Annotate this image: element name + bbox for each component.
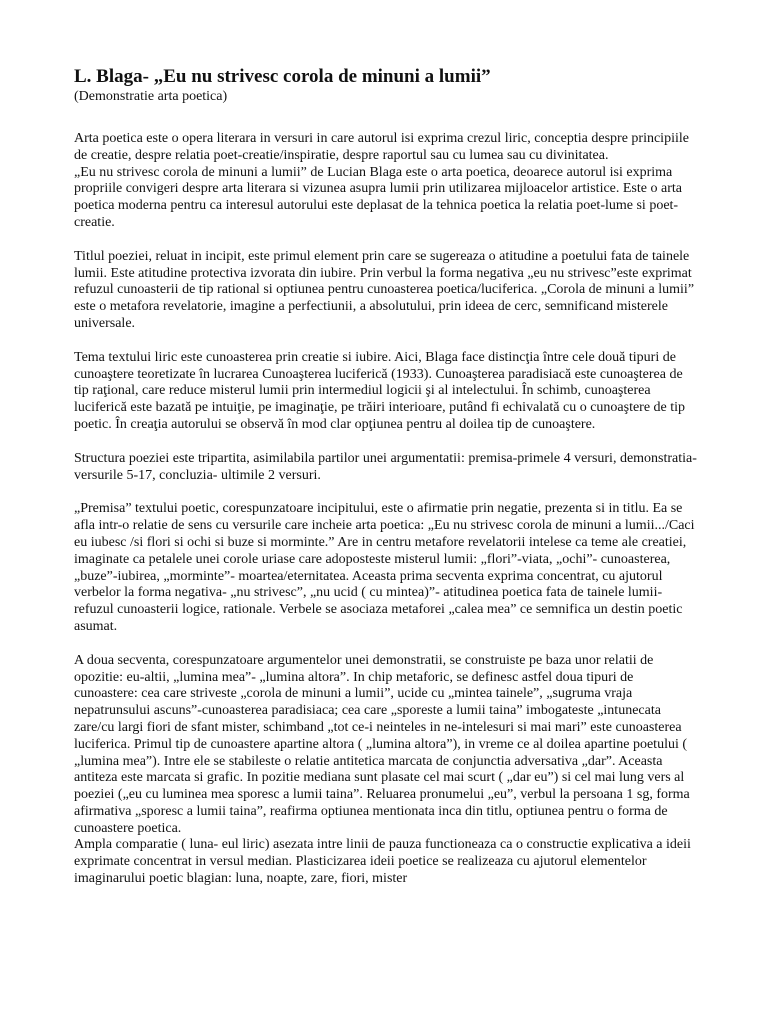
paragraph-definition: Arta poetica este o opera literara in versuri in care autorul isi exprima crezul liric, conceptia despre principiile de creatie, despre relatia poet-creatie/inspiratie, despre raportul sau cu lumea sau cu divinitatea. [74, 131, 689, 163]
paragraph-title-analysis: Titlul poeziei, reluat in incipit, este primul element prin care se sugereaza o atitudine a poetului fata de tainele lumii. Este atitudine protectiva izvorata din iubire. Prin verbul la forma negativa „eu nu strivesc”este exprimat refuzul cunoasterii de tip rational si optiunea pentru cunoasterea poetica/luciferica. „Corola de minuni a lumii” este o metafora revelatorie, imagine a perfectiunii, a absolutului, prin ideea de cerc, semnificand misterele universale. [74, 248, 695, 331]
document-subtitle: (Demonstratie arta poetica) [74, 89, 228, 104]
paragraph-theme: Tema textului liric este cunoasterea prin creatie si iubire. Aici, Blaga face distincţia între cele două tipuri de cunoaştere teoretizate în lucrarea Cunoaşterea luciferică (1933). Cunoaşterea paradisiacă este cunoaşterea de tip raţional, care reduce misterul lumii prin intermediul logicii şi al intelectului. În schimb, cunoaşterea luciferică este bazată pe intuiţie, pe imaginaţie, pe trăiri interioare, putând fi echivalată cu o cunoaştere de tip poetic. În creaţia autorului se observă în mod clar opţiunea pentru al doilea tip de cunoaştere. [74, 349, 686, 432]
paragraph-comparison: Ampla comparatie ( luna- eul liric) asezata intre linii de pauza functioneaza ca o constructie explicativa a ideii exprimate concentrat in versul median. Plasticizarea ideii poetice se realizeaza cu ajutorul elementelor imaginarului poetic blagian: luna, noapte, zare, fiori, mister [74, 837, 691, 887]
document-page [74, 66, 700, 888]
paragraph-introduction: „Eu nu strivesc corola de minuni a lumii” de Lucian Blaga este o arta poetica, deoarece autorul isi exprima propriile convigeri despre arta literara si vizunea asupra lumii prin utilizarea mijloacelor artistice. Este o arta poetica moderna pentru ca interesul autorului este deplasat de la tehnica poetica la relatia poet-lume si poet-creatie. [74, 164, 682, 230]
paragraph-second-sequence: A doua secventa, corespunzatoare argumentelor unei demonstratii, se construiste pe baza unor relatii de opozitie: eu-altii, „lumina mea”- „lumina altora”. In chip metaforic, se definesc astfel doua tipuri de cunoastere: cea care striveste „corola de minuni a lumii”, ucide cu „mintea tainele”, „sugruma vraja nepatrunsului ascuns”-cunoasterea paradisiaca; cea care „sporeste a lumii taina” imbogateste „intunecata zare/cu largi fiori de sfant mister, schimband „tot ce-i neinteles in ne-intelesuri si mai mari” este cunoasterea luciferica. Primul tip de cunoastere apartine altora ( „lumina altora”), in vreme ce al doilea apartine poetului ( „lumina mea”). Intre ele se stabileste o relatie antitetica marcata de conjunctia adversativa „dar”. Aceasta antiteza este marcata si grafic. In pozitie mediana sunt plasate cel mai scurt ( „dar eu”) si cel mai lung vers al poeziei („eu cu luminea mea sporesc a lumii taina”. Reluarea pronumelui „eu”, verbul la persoana 1 sg, forma afirmativa „sporesc a lumii taina”, reafirma optiunea mentionata inca din titlu, optiunea pentru o forma de cunoastere poetica. [74, 652, 690, 836]
paragraph-structure: Structura poeziei este tripartita, asimilabila partilor unei argumentatii: premisa-primele 4 versuri, demonstratia- versurile 5-17, concluzia- ultimile 2 versuri. [74, 450, 697, 483]
document-title: L. Blaga- „Eu nu strivesc corola de minuni a lumii” [74, 66, 491, 87]
paragraph-premise: „Premisa” textului poetic, corespunzatoare incipitului, este o afirmatie prin negatie, prezenta si in titlu. Ea se afla intr-o relatie de sens cu versurile care incheie arta poetica: „Eu nu strivesc corola de minuni a lumii.../Caci eu iubesc /si flori si ochi si buze si morminte.” Are in centru metafore revelatorii intelese ca teme ale creatiei, imaginate ca petalele unei corole uriase care adoposteste misterul lumii: „flori”-viata, „ochi”- cunoasterea, „buze”-iubirea, „morminte”- moartea/eternitatea. Aceasta prima secventa exprima concentrat, cu ajutorul verbelor la forma negativa- „nu strivesc”, „nu ucid ( cu mintea)”- atitudinea poetica fata de tainele lumii-refuzul cunoasterii logice, rationale. Verbele se asociaza metaforei „calea mea” ce semnifica un destin poetic asumat. [74, 501, 695, 634]
